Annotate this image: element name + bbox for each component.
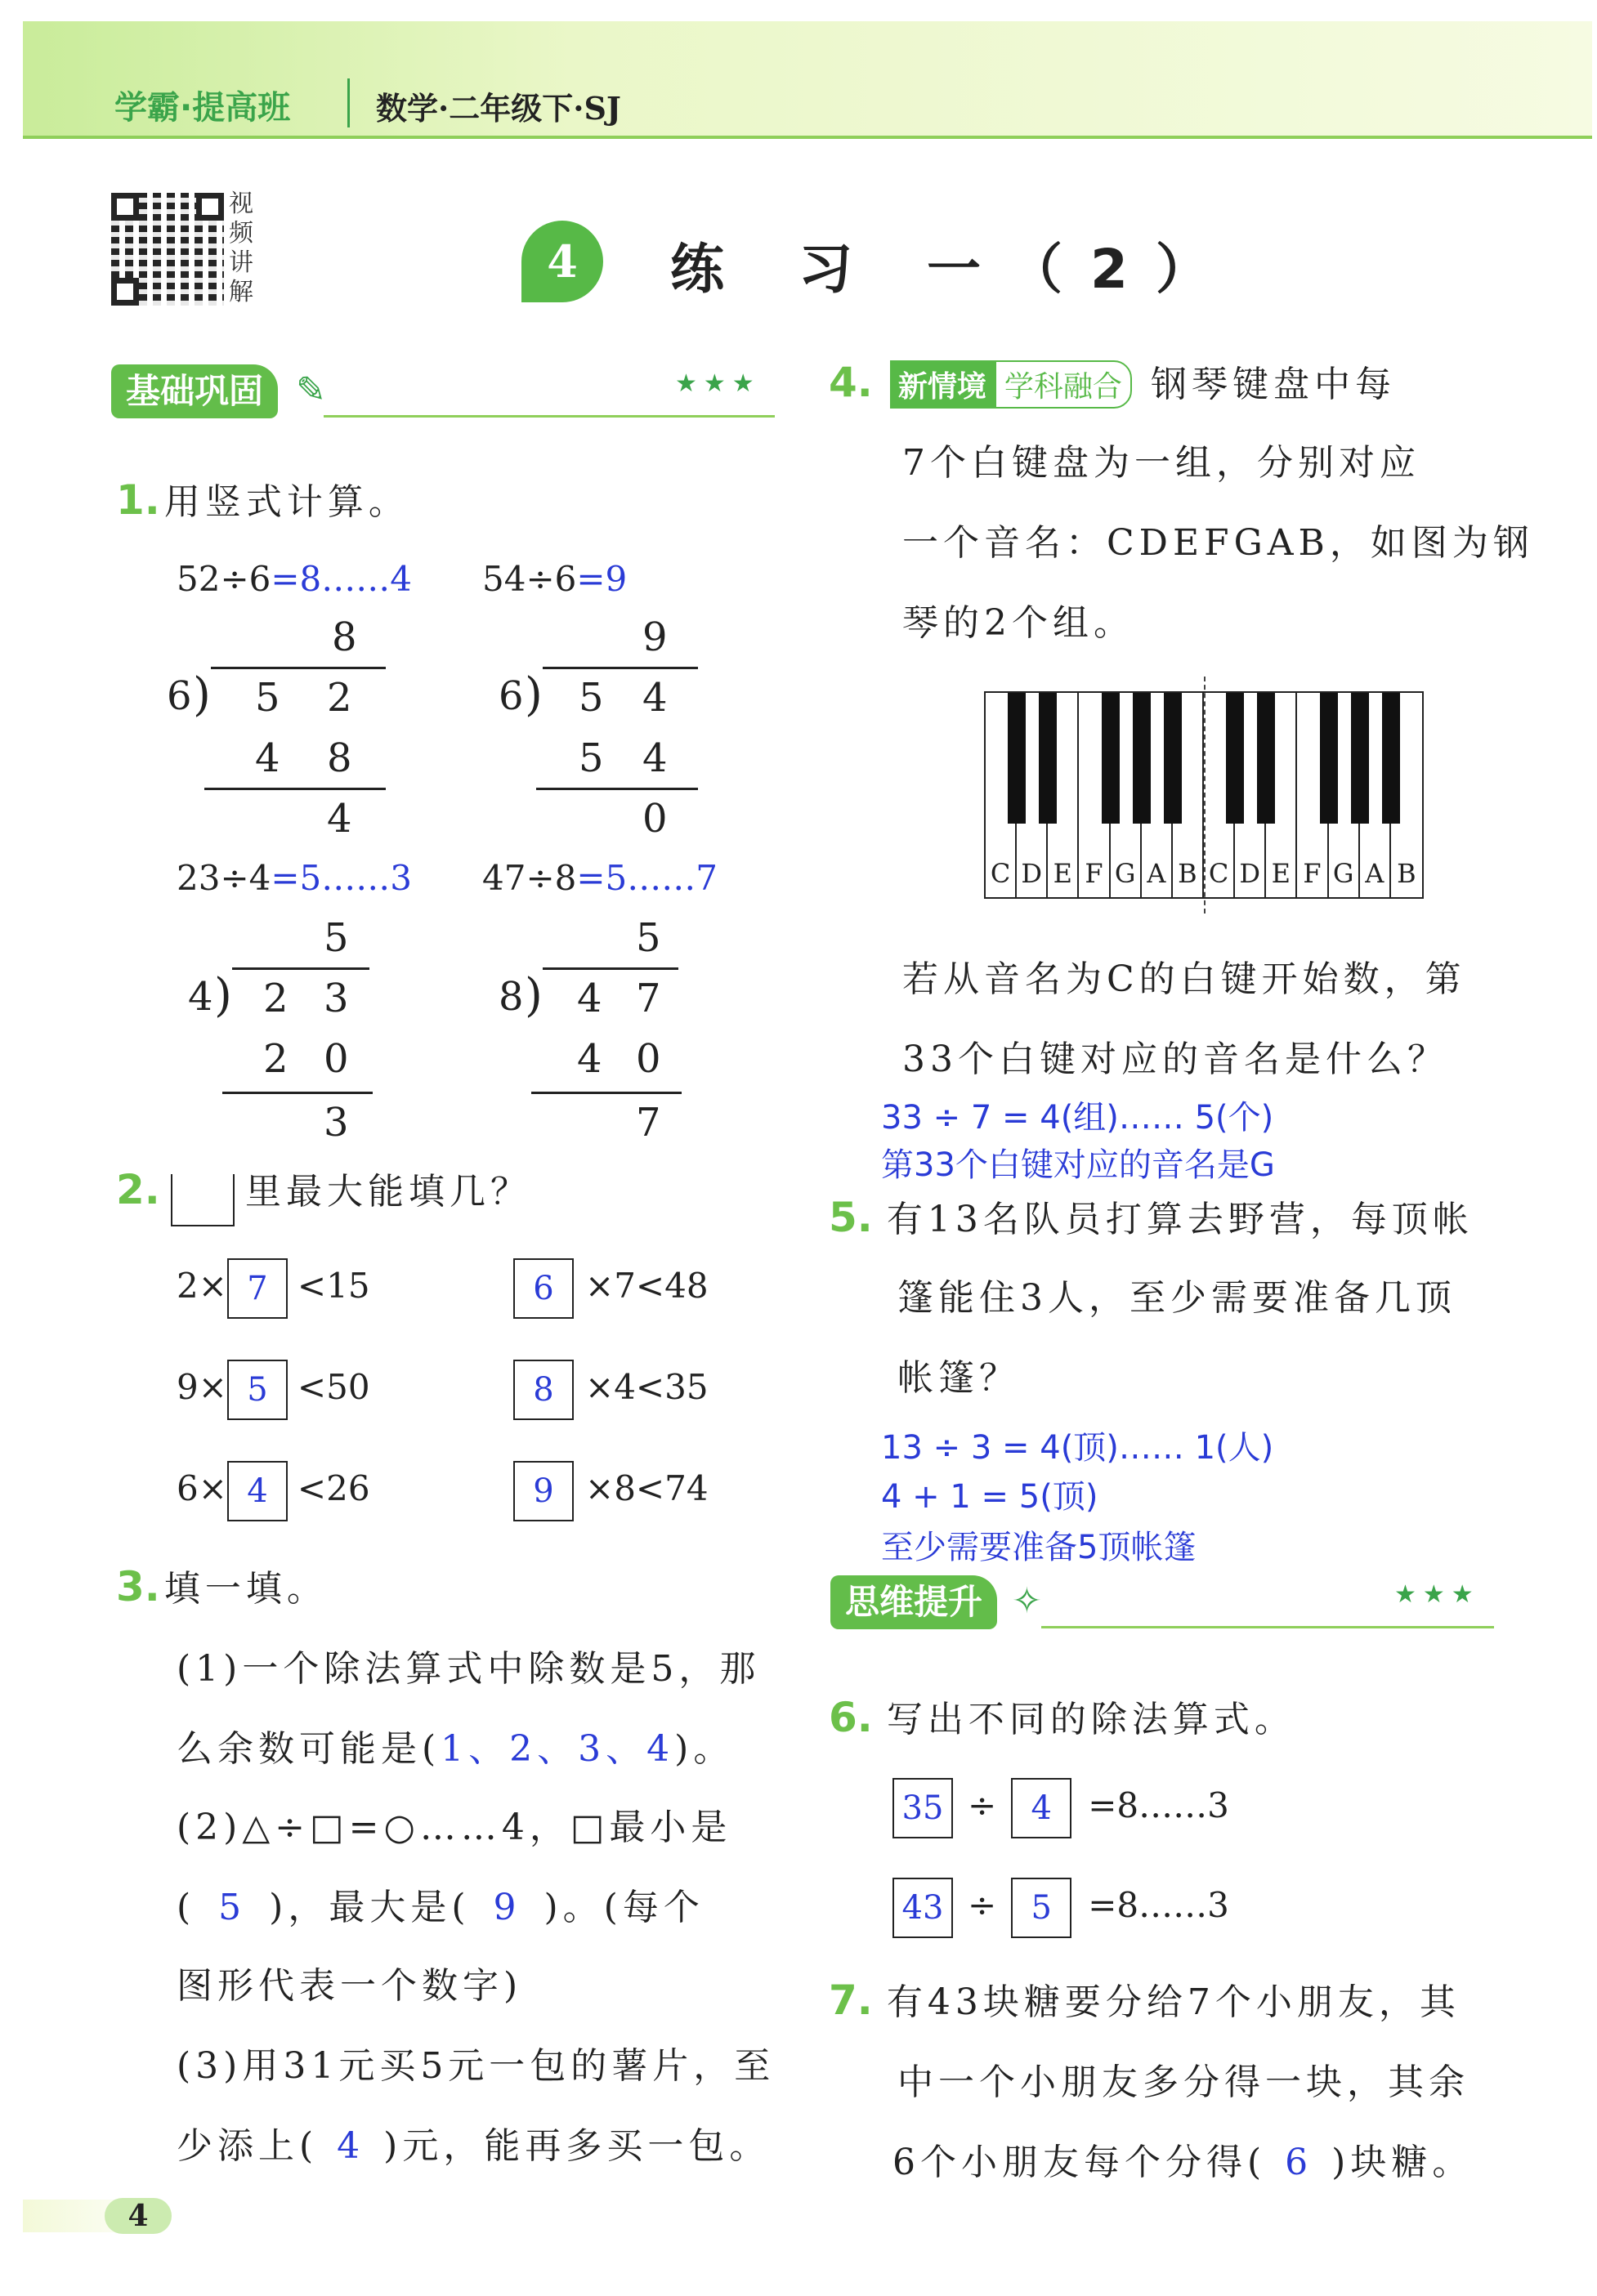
q4-answer: 33 ÷ 7 = 4(组)…… 5(个) bbox=[881, 1099, 1274, 1137]
key-label: D bbox=[1239, 858, 1261, 889]
q3-line: ( 5 )，最大是( 9 )。(每个 bbox=[177, 1887, 705, 1928]
qr-code[interactable] bbox=[111, 193, 224, 306]
key-label: C bbox=[1208, 858, 1229, 889]
key-label: F bbox=[1085, 858, 1103, 889]
sparkle-icon: ✧ bbox=[1012, 1580, 1042, 1622]
question-2: 2. 里最大能填几？ bbox=[116, 1162, 531, 1226]
q4-line: 琴的2个组。 bbox=[902, 602, 1134, 644]
question-1 bbox=[116, 472, 409, 525]
answer-box[interactable]: 5 bbox=[1011, 1878, 1071, 1938]
key-label: F bbox=[1303, 858, 1322, 889]
key-label: E bbox=[1053, 858, 1073, 889]
answer-box[interactable]: 5 bbox=[227, 1360, 288, 1420]
fill-row: 2× 7 <15 bbox=[177, 1258, 370, 1319]
question-number: 1. bbox=[116, 476, 160, 524]
key-label: B bbox=[1397, 858, 1416, 889]
key-label: A bbox=[1147, 858, 1166, 889]
key-label: A bbox=[1365, 858, 1385, 889]
division-expression: 54÷6=9 bbox=[482, 559, 628, 599]
division-expression: 52÷6=8……4 bbox=[177, 559, 412, 599]
answer-box[interactable]: 9 bbox=[513, 1461, 574, 1521]
q3-line: 图形代表一个数字) bbox=[177, 1965, 523, 2007]
division-fill-row: 43 ÷ 5 =8……3 bbox=[892, 1878, 1229, 1938]
black-key bbox=[1351, 693, 1369, 824]
black-key bbox=[1133, 693, 1151, 824]
q3-line: 么余数可能是(1、2、3、4)。 bbox=[177, 1728, 735, 1770]
header-rule bbox=[23, 136, 1592, 139]
key-label: E bbox=[1271, 858, 1291, 889]
black-key bbox=[1382, 693, 1400, 824]
answer-box[interactable]: 7 bbox=[227, 1258, 288, 1319]
division-expression: 47÷8=5……7 bbox=[482, 858, 718, 898]
q5-answer: 至少需要准备5顶帐篷 bbox=[881, 1529, 1197, 1566]
fill-row: 6× 4 <26 bbox=[177, 1461, 370, 1521]
q4-line: 一个音名：CDEFGAB，如图为钢 bbox=[902, 522, 1534, 564]
q4-answer: 第33个白键对应的音名是G bbox=[881, 1146, 1275, 1184]
q5-line: 篷能住3人，至少需要准备几顶 bbox=[897, 1277, 1456, 1319]
question-5: 5. 有13名队员打算去野营，每顶帐 bbox=[829, 1194, 1474, 1241]
black-key bbox=[1320, 693, 1338, 824]
section-advanced-label: 思维提升 bbox=[830, 1575, 997, 1629]
long-division: 5 4 ) 2 3 2 0 3 bbox=[185, 915, 397, 1160]
black-key bbox=[1039, 693, 1057, 824]
q3-line: (3)用31元买5元一包的薯片，至 bbox=[177, 2045, 776, 2087]
black-key bbox=[1164, 693, 1182, 824]
page-title: 练 习 一（2） bbox=[670, 238, 1237, 301]
black-key bbox=[1257, 693, 1275, 824]
q4-question: 若从音名为C的白键开始数，第 bbox=[902, 958, 1466, 1000]
q4-question: 33个白键对应的音名是什么？ bbox=[902, 1039, 1448, 1080]
fill-row: 9× 5 <50 bbox=[177, 1360, 370, 1420]
answer-box[interactable]: 4 bbox=[1011, 1778, 1071, 1838]
answer-box[interactable]: 43 bbox=[892, 1878, 953, 1938]
blank-box bbox=[171, 1174, 235, 1226]
section-advanced bbox=[830, 1575, 1494, 1629]
division-expression: 23÷4=5……3 bbox=[177, 858, 412, 898]
answer-box[interactable]: 6 bbox=[513, 1258, 574, 1319]
tag-new-context: 新情境 bbox=[890, 360, 995, 409]
question-4: 4. 新情境 学科融合 钢琴键盘中每 bbox=[829, 355, 1396, 409]
section-basic-label: 基础巩固 bbox=[111, 364, 278, 418]
q7-line: 6个小朋友每个分得( 6 )块糖。 bbox=[892, 2142, 1474, 2183]
long-division: 8 6 ) 5 2 4 8 4 bbox=[163, 614, 376, 860]
q5-answer: 4 + 1 = 5(顶) bbox=[881, 1478, 1098, 1516]
q5-line: 帐篷？ bbox=[897, 1357, 1020, 1399]
lesson-number-badge: 4 bbox=[521, 221, 603, 302]
question-7: 7. 有43块糖要分给7个小朋友，其 bbox=[829, 1977, 1461, 2024]
key-label: C bbox=[990, 858, 1011, 889]
key-label: G bbox=[1332, 858, 1354, 889]
division-fill-row: 35 ÷ 4 =8……3 bbox=[892, 1778, 1229, 1838]
answer-box[interactable]: 35 bbox=[892, 1778, 953, 1838]
black-key bbox=[1226, 693, 1244, 824]
tag-subject-fusion: 学科融合 bbox=[995, 360, 1132, 409]
header-divider bbox=[347, 78, 350, 127]
black-key bbox=[1102, 693, 1120, 824]
q5-answer: 13 ÷ 3 = 4(顶)…… 1(人) bbox=[881, 1429, 1274, 1467]
answer-box[interactable]: 8 bbox=[513, 1360, 574, 1420]
q7-line: 中一个小朋友多分得一块，其余 bbox=[897, 2061, 1470, 2103]
difficulty-stars: ★★★ bbox=[1394, 1580, 1480, 1609]
answer-box[interactable]: 4 bbox=[227, 1461, 288, 1521]
key-label: D bbox=[1021, 858, 1043, 889]
fill-row: 6 ×7<48 bbox=[513, 1258, 709, 1319]
question-3: 3. 填一填。 bbox=[116, 1563, 328, 1610]
long-division: 5 8 ) 4 7 4 0 7 bbox=[495, 915, 708, 1160]
fill-row: 8 ×4<35 bbox=[513, 1360, 709, 1420]
section-basic bbox=[111, 364, 775, 418]
octave-divider bbox=[1204, 677, 1206, 913]
question-6: 6. 写出不同的除法算式。 bbox=[829, 1694, 1295, 1741]
pencil-icon: ✎ bbox=[296, 369, 326, 411]
long-division: 9 6 ) 5 4 5 4 0 bbox=[495, 614, 708, 860]
book-title: 数学·二年级下·SJ bbox=[376, 90, 621, 127]
brand-name: 学霸·提高班 bbox=[114, 89, 291, 127]
fill-row: 9 ×8<74 bbox=[513, 1461, 709, 1521]
q3-line: (2)△÷□=○……4，□最小是 bbox=[177, 1807, 732, 1848]
difficulty-stars: ★★★ bbox=[675, 369, 761, 398]
page-number: 4 bbox=[105, 2198, 172, 2234]
qr-label: 视频讲解 bbox=[229, 190, 253, 306]
question-prompt: 用竖式计算。 bbox=[163, 481, 409, 523]
black-key bbox=[1008, 693, 1026, 824]
q3-line: (1)一个除法算式中除数是5，那 bbox=[177, 1648, 761, 1690]
q4-line: 7个白键盘为一组，分别对应 bbox=[902, 442, 1420, 484]
key-label: B bbox=[1178, 858, 1197, 889]
q3-line: 少添上( 4 )元，能再多买一包。 bbox=[177, 2125, 771, 2167]
key-label: G bbox=[1114, 858, 1136, 889]
